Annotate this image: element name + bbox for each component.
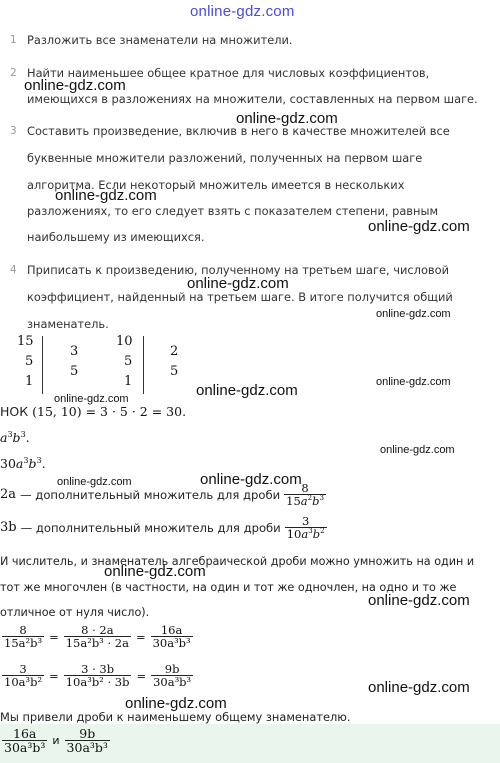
factor-value: 10: [116, 334, 133, 349]
factor-value: 1: [25, 374, 34, 389]
step-text: буквенные множители разложений, полученных на первом шаге: [27, 151, 423, 165]
watermark: online-gdz.com: [125, 695, 227, 712]
paragraph-line: И числитель, и знаменатель алгебраической дроби можно умножить на один и: [0, 555, 475, 568]
equation-2: $\frac{3}{\text{10a³b²}}$ = $\frac{3 \cdot 3b}{\text{10a³b² · 3b}}$ = $\frac{9b}{\text{30a³b³}}$: [4, 662, 192, 690]
fraction: $\frac{9b}{\text{30a³b³}}$: [66, 726, 108, 756]
step-text: знаменатель.: [27, 317, 109, 331]
multiplier-factor: 3b: [0, 520, 17, 536]
conclusion-text: Мы привели дроби к наименьшему общему знаменателю.: [0, 710, 351, 724]
paragraph-line: отличное от нуля число).: [0, 606, 150, 619]
watermark: online-gdz.com: [376, 376, 451, 388]
fraction: $\frac{3 \cdot 3b}{\text{10a³b² · 3b}}$: [65, 662, 130, 690]
step-text: наибольшему из имеющихся.: [27, 230, 205, 244]
factor-value: 5: [170, 364, 179, 379]
watermark: online-gdz.com: [200, 471, 302, 488]
fraction: $\frac{3}{\text{10a³b²}}$: [4, 662, 43, 690]
step-text: Составить произведение, включив в него в качестве множителей все: [27, 124, 450, 138]
paragraph-line: тот же многочлен (в частности, на один и тот же одночлен, на одно и то же: [0, 581, 457, 594]
step-number: 3: [10, 125, 17, 137]
common-denominator: $30a^3b^3$.: [0, 456, 46, 472]
factor-value: 1: [124, 374, 133, 389]
step-text: имеющихся в разложениях на множители, составленных на первом шаге.: [27, 92, 478, 106]
fraction: $\frac{8}{\text{15a²b³}}$: [4, 623, 43, 651]
watermark: online-gdz.com: [368, 679, 470, 696]
watermark: online-gdz.com: [57, 476, 132, 488]
step-text: алгоритма. Если некоторый множитель имеется в нескольких: [27, 178, 405, 192]
factor-value: 15: [17, 334, 34, 349]
multiplier-text: — дополнительный множитель для дроби: [20, 487, 281, 502]
watermark: online-gdz.com: [55, 187, 157, 204]
factor-value: 5: [70, 364, 79, 379]
literal-product: $a^3b^3$.: [0, 430, 30, 446]
step-number: 1: [10, 34, 17, 46]
multiplier-line-2: [0, 515, 327, 540]
nok-line: [0, 404, 186, 419]
factor-divider: [42, 336, 43, 394]
step-text: коэффициент, найденный на третьем шаге. В итоге получится общий: [27, 290, 453, 304]
factor-value: 5: [25, 354, 34, 369]
watermark: online-gdz.com: [380, 444, 455, 456]
fraction: $\frac{9b}{\text{30a³b³}}$: [153, 662, 192, 690]
equation-1: $\frac{8}{\text{15a²b³}}$ = $\frac{8 \cdot 2a}{\text{15a²b³ · 2a}}$ = $\frac{16a}{\text{30a³b³}}$: [4, 623, 191, 651]
factor-value: 5: [124, 354, 133, 369]
fraction: $\frac{16a}{\text{30a³b³}}$: [152, 623, 191, 651]
watermark: online-gdz.com: [376, 308, 451, 320]
fraction: $\frac{3}{10a^3b^2}$: [286, 514, 325, 542]
fraction: $\frac{8}{15a^2b^3}$: [286, 481, 324, 509]
watermark: online-gdz.com: [368, 218, 470, 235]
watermark: online-gdz.com: [104, 563, 206, 580]
nok-expression: = 3 · 5 · 2 = 30.: [85, 404, 187, 419]
answer-band: [0, 724, 500, 763]
multiplier-factor: 2a: [0, 487, 17, 503]
nok-label: НОК: [0, 404, 29, 419]
factor-value: 3: [70, 344, 79, 359]
watermark: online-gdz.com: [196, 382, 298, 399]
step-number: 2: [10, 67, 17, 79]
watermark: online-gdz.com: [187, 275, 289, 292]
step-text: Приписать к произведению, полученному на третьем шаге, числовой: [27, 263, 450, 277]
step-text: Разложить все знаменатели на множители.: [27, 33, 293, 47]
answer-fractions: $\frac{16a}{\text{30a³b³}}$ и $\frac{9b}{\text{30a³b³}}$: [4, 726, 108, 756]
nok-args: (15, 10): [32, 404, 82, 419]
step-text: разложениях, то его следует взять с показателем степени, равным: [27, 204, 439, 218]
factor-value: 2: [170, 344, 179, 359]
watermark: online-gdz.com: [24, 77, 126, 94]
step-text: Найти наименьшее общее кратное для числовых коэффициентов,: [27, 66, 430, 80]
fraction: $\frac{8 \cdot 2a}{\text{15a²b³ · 2a}}$: [65, 623, 129, 651]
watermark: online-gdz.com: [368, 592, 470, 609]
watermark-top: online-gdz.com: [190, 3, 295, 20]
multiplier-text: — дополнительный множитель для дроби: [20, 520, 281, 535]
factor-divider: [143, 336, 144, 394]
watermark: online-gdz.com: [54, 393, 129, 405]
fraction: $\frac{16a}{\text{30a³b³}}$: [4, 726, 46, 756]
step-number: 4: [10, 264, 17, 276]
watermark: online-gdz.com: [236, 110, 338, 127]
